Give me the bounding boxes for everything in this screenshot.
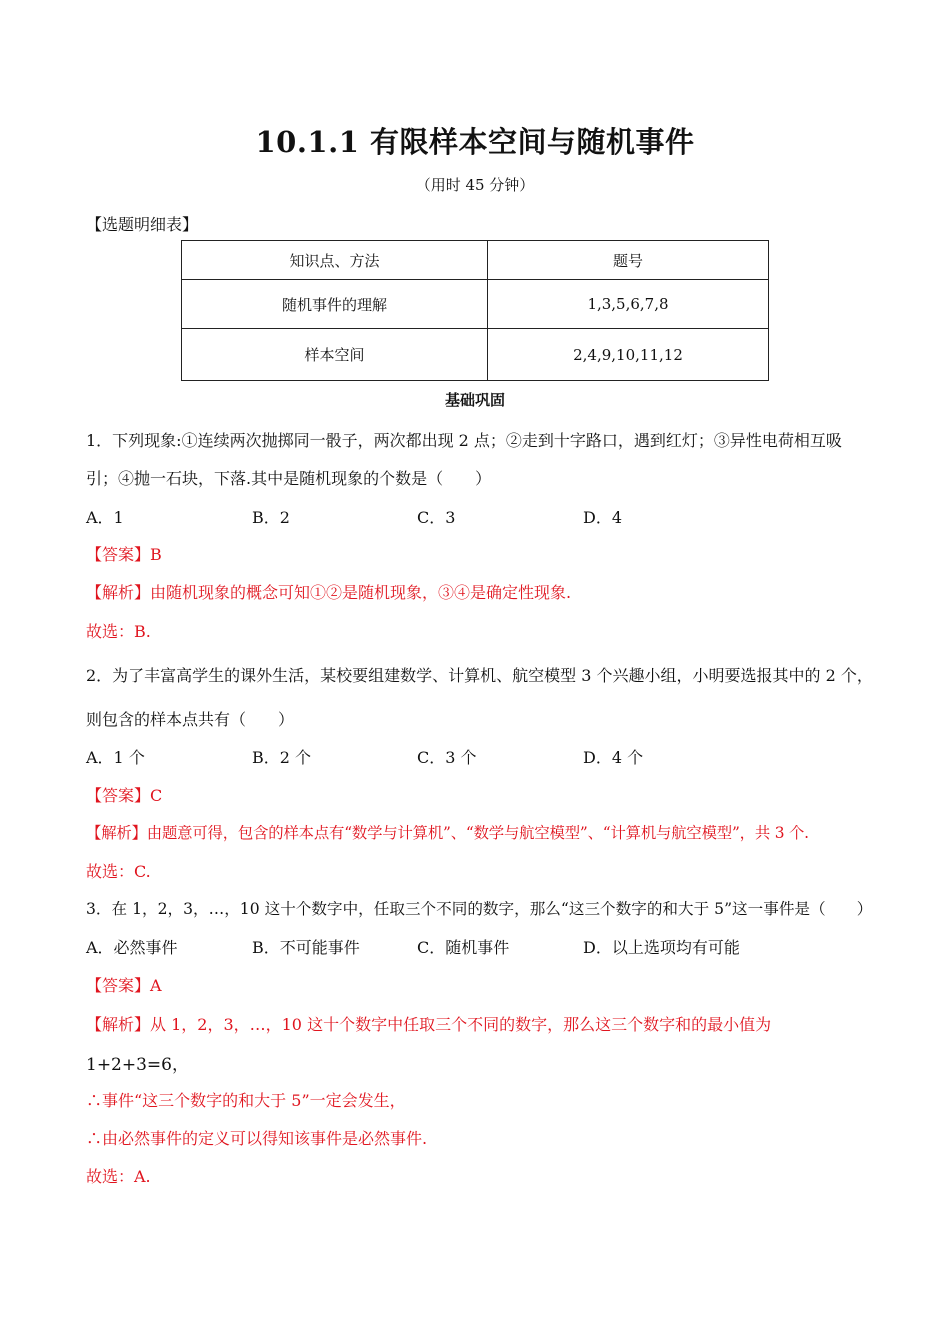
- question-1-option-c: C．3: [417, 508, 456, 527]
- question-3-option-d: D．以上选项均有可能: [583, 938, 740, 957]
- question-2-answer: 【答案】C: [86, 786, 163, 805]
- question-1-answer: 【答案】B: [86, 545, 162, 564]
- question-1-line-2: 引；④抛一石块，下落.其中是随机现象的个数是（ ）: [86, 469, 492, 488]
- question-3-option-a: A．必然事件: [86, 938, 178, 957]
- question-2-line-1: 2．为了丰富高学生的课外生活，某校要组建数学、计算机、航空模型 3 个兴趣小组，小明要选报其中的 2 个，: [86, 666, 873, 685]
- table-cell-number: 1,3,5,6,7,8: [488, 280, 769, 329]
- question-3-equation: 1+2+3=6，: [86, 1055, 189, 1075]
- question-3-answer: 【答案】A: [86, 976, 162, 995]
- table-label: 【选题明细表】: [86, 215, 199, 234]
- question-2-option-d: D．4 个: [583, 748, 644, 767]
- question-3-conclusion: 故选：A.: [86, 1167, 151, 1186]
- question-3-analysis-3: ∴事件“这三个数字的和大于 5”一定会发生，: [86, 1091, 406, 1110]
- question-1-option-b: B．2: [252, 508, 290, 527]
- question-2-analysis: 【解析】由题意可得，包含的样本点有“数学与计算机”、“数学与航空模型”、“计算机与航空模型”，共 3 个.: [86, 824, 809, 842]
- table-row: [182, 280, 769, 329]
- question-2-conclusion: 故选：C.: [86, 862, 151, 881]
- question-1-option-a: A．1: [86, 508, 124, 527]
- table-header-topic: 知识点、方法: [182, 241, 488, 280]
- question-3-analysis-1: 【解析】从 1，2，3，…，10 这十个数字中任取三个不同的数字，那么这三个数字和的最小值为: [86, 1015, 772, 1034]
- question-3-option-b: B．不可能事件: [252, 938, 360, 957]
- section-heading: 基础巩固: [444, 391, 505, 409]
- question-1-conclusion: 故选：B.: [86, 622, 151, 641]
- table-cell-topic: 随机事件的理解: [182, 280, 488, 329]
- question-3-analysis-4: ∴由必然事件的定义可以得知该事件是必然事件.: [86, 1129, 428, 1148]
- topic-table: [181, 240, 769, 381]
- question-2-option-c: C．3 个: [417, 748, 477, 767]
- table-row: [182, 329, 769, 381]
- table-header-row: [182, 241, 769, 280]
- question-2-line-2: 则包含的样本点共有（ ）: [86, 710, 295, 729]
- question-1-line-1: 1．下列现象:①连续两次抛掷同一骰子，两次都出现 2 点；②走到十字路口，遇到红灯；③异性电荷相互吸: [86, 431, 842, 450]
- question-1-option-d: D．4: [583, 508, 623, 527]
- time-note: （用时 45 分钟）: [415, 176, 535, 194]
- question-3-line-1: 3．在 1，2，3，…，10 这十个数字中，任取三个不同的数字，那么“这三个数字的和大于 5”这一事件是（ ）: [86, 900, 873, 918]
- table-cell-topic: 样本空间: [182, 329, 488, 381]
- question-2-option-a: A．1 个: [86, 748, 145, 767]
- question-2-option-b: B．2 个: [252, 748, 312, 767]
- table-header-number: 题号: [488, 241, 769, 280]
- table-cell-number: 2,4,9,10,11,12: [488, 329, 769, 381]
- question-3-option-c: C．随机事件: [417, 938, 510, 957]
- page-title: 10.1.1 有限样本空间与随机事件: [255, 125, 695, 159]
- question-1-analysis: 【解析】由随机现象的概念可知①②是随机现象，③④是确定性现象.: [86, 583, 572, 602]
